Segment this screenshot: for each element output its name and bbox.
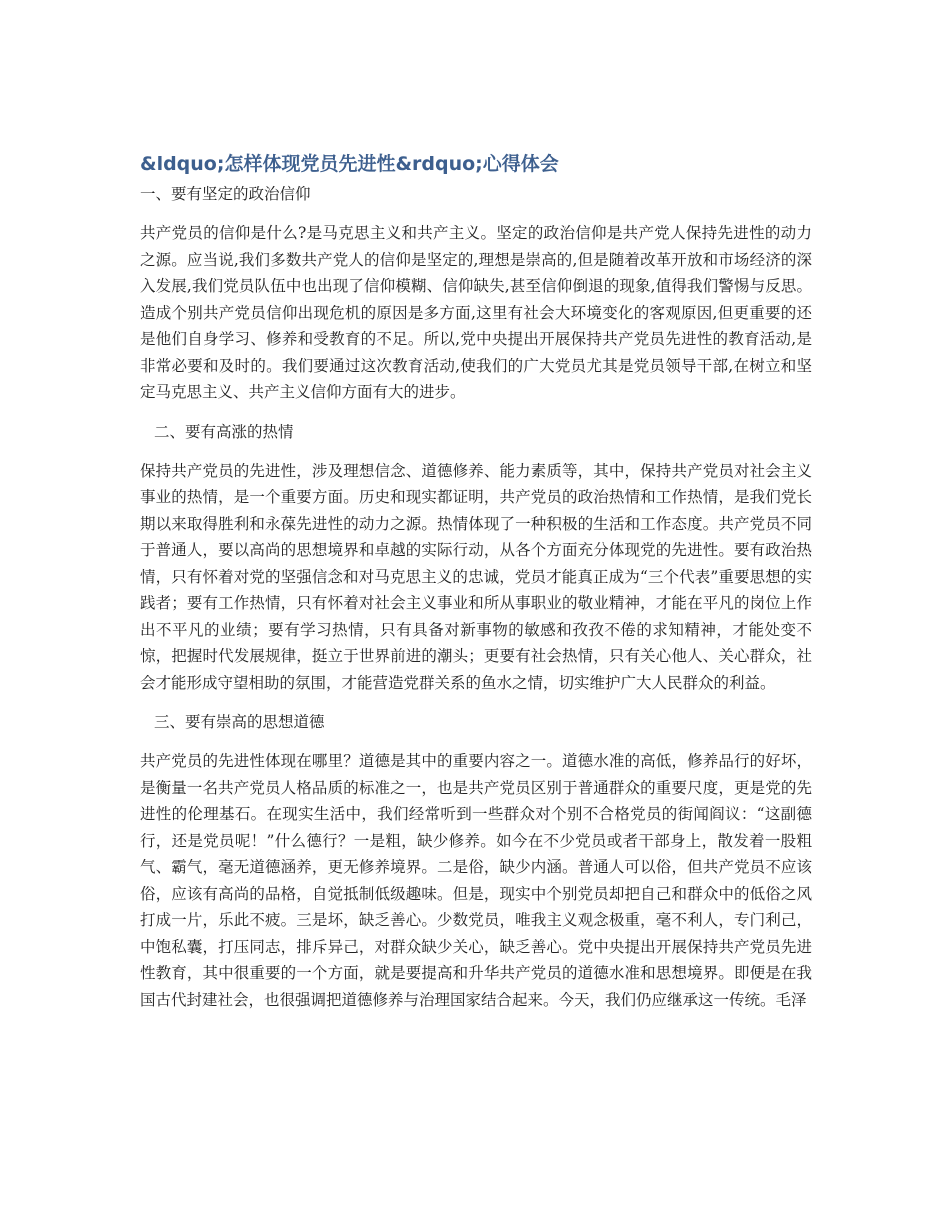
section-body-1: 共产党员的信仰是什么?是马克思主义和共产主义。坚定的政治信仰是共产党人保持先进性的动力之源。应当说,我们多数共产党人的信仰是坚定的,理想是崇高的,但是随着改革开放和市场经济的深入发展,我们党员队伍中也出现了信仰模糊、信仰缺失,甚至信仰倒退的现象,值得我们警惕与反思。造成个别共产党员信仰出现危机的原因是多方面,这里有社会大环境变化的客观原因,但更重要的还是他们自身学习、修养和受教育的不足。所以,党中央提出开展保持共产党员先进性的教育活动,是非常必要和及时的。我们要通过这次教育活动,使我们的广大党员尤其是党员领导干部,在树立和坚定马克思主义、共产主义信仰方面有大的进步。 [140, 224, 812, 401]
section-heading-3: 三、要有崇高的思想道德 [154, 713, 325, 731]
section-heading-2: 二、要有高涨的热情 [154, 422, 294, 441]
document-page [140, 150, 812, 1013]
section-heading-1: 一、要有坚定的政治信仰 [140, 185, 311, 203]
document-title: &ldquo;怎样体现党员先进性&rdquo;心得体会 [140, 153, 559, 175]
section-body-2: 保持共产党员的先进性，涉及理想信念、道德修养、能力素质等，其中，保持共产党员对社会主义事业的热情，是一个重要方面。历史和现实都证明，共产党员的政治热情和工作热情，是我们党长期以来取得胜利和永葆先进性的动力之源。热情体现了一种积极的生活和工作态度。共产党员不同于普通人，要以高尚的思想境界和卓越的实际行动，从各个方面充分体现党的先进性。要有政治热情，只有怀着对党的坚强信念和对马克思主义的忠诚，党员才能真正成为“三个代表”重要思想的实践者；要有工作热情，只有怀着对社会主义事业和所从事职业的敬业精神，才能在平凡的岗位上作出不平凡的业绩；要有学习热情，只有具备对新事物的敏感和孜孜不倦的求知精神，才能处变不惊，把握时代发展规律，挺立于世界前进的潮头；更要有社会热情，只有关心他人、关心群众，社会才能形成守望相助的氛围，才能营造党群关系的鱼水之情，切实维护广大人民群众的利益。 [140, 461, 812, 692]
section-body-3: 共产党员的先进性体现在哪里？道德是其中的重要内容之一。道德水准的高低，修养品行的好坏，是衡量一名共产党员人格品质的标准之一，也是共产党员区别于普通群众的重要尺度，更是党的先进性的伦理基石。在现实生活中，我们经常听到一些群众对个别不合格党员的街闻阎议：“这副德行，还是党员呢！”什么德行？一是粗，缺少修养。如今在不少党员或者干部身上，散发着一股粗气、霸气，毫无道德涵养，更无修养境界。二是俗，缺少内涵。普通人可以俗，但共产党员不应该俗，应该有高尚的品格，自觉抵制低级趣味。但是，现实中个别党员却把自己和群众中的低俗之风打成一片，乐此不疲。三是坏，缺乏善心。少数党员，唯我主义观念极重，毫不利人，专门利己，中饱私囊，打压同志，排斥异己，对群众缺少关心，缺乏善心。党中央提出开展保持共产党员先进性教育，其中很重要的一个方面，就是要提高和升华共产党员的道德水准和思想境界。即便是在我国古代封建社会，也很强调把道德修养与治理国家结合起来。今天，我们仍应继承这一传统。毛泽 [140, 752, 812, 1009]
